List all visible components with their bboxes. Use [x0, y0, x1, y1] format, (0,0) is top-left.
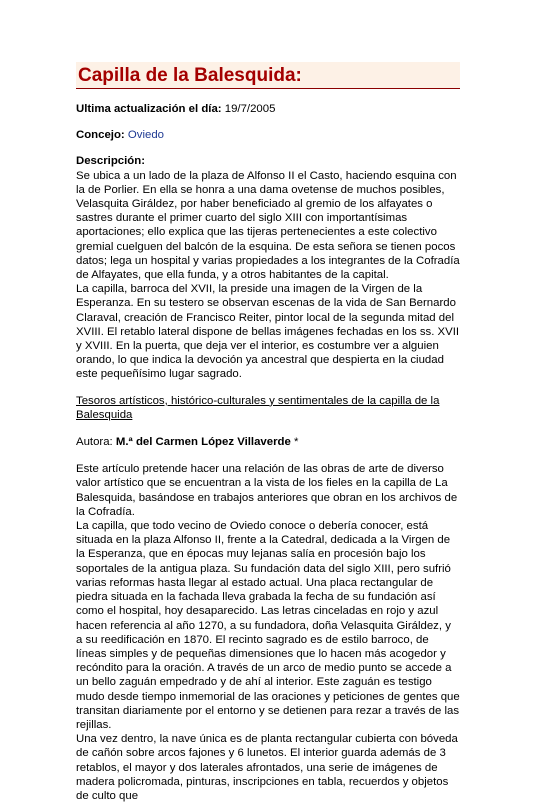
description-label: Descripción: — [76, 155, 145, 168]
article-paragraph: Una vez dentro, la nave única es de planta rectangular cubierta con bóveda de cañón sobre arcos fajones y 6 lunetos. El interior guarda además de 3 retablos, el mayor y dos laterales afrontados, una serie de imágenes de madera policromada, pinturas, inscripciones en tabla, recuerdos y objetos de culto que — [76, 733, 458, 802]
author-name: M.ª del Carmen López Villaverde — [115, 436, 291, 449]
concejo-link[interactable]: Oviedo — [127, 129, 164, 142]
article-paragraph: La capilla, que todo vecino de Oviedo conoce o debería conocer, está situada en la plaza Alfonso II, frente a la Catedral, dedicada a la Virgen de la Esperanza, que en épocas muy lejanas salía en procesión bajo los soportales de la antigua plaza. Su fundación data del siglo XIII, pero sufrió varias reformas hasta llegar al estado actual. Una placa rectangular de piedra situada en la fachada lleva grabada la fecha de su fundación así como el hospital, hoy desaparecido. Las letras cinceladas en rojo y azul hacen referencia al año 1270, a su fundadora, doña Velasquita Giráldez, y a su reedificación en 1870. El recinto sagrado es de estilo barroco, de líneas simples y de pequeñas dimensiones que lo hacen más acogedor y recóndito para la oración. A través de un arco de medio punto se accede a un bello zaguán empedrado y de ahí al interior. Este zaguán es testigo mudo desde tiempo inmemorial de las oraciones y peticiones de gentes que transitan diariamente por el entorno y se detienen para rezar a través de las rejillas. — [76, 520, 460, 731]
description-section — [76, 154, 460, 381]
page-title: Capilla de la Balesquida: — [76, 62, 460, 89]
article-page — [76, 62, 460, 803]
article-heading[interactable] — [76, 394, 460, 422]
author-suffix: * — [290, 436, 299, 449]
author-row — [76, 435, 460, 449]
article-body — [76, 462, 460, 803]
concejo-row — [76, 128, 460, 142]
article-paragraph: Este artículo pretende hacer una relación de las obras de arte de diverso valor artístico que se encuentran a la vista de los fieles en la capilla de La Balesquida, basándose en trabajos anteriores que obran en los archivos de la Cofradía. — [76, 463, 458, 518]
update-row — [76, 102, 460, 116]
article-heading-link[interactable]: Tesoros artísticos, histórico-culturales y sentimentales de la capilla de la Balesquida — [76, 394, 440, 421]
description-paragraph: Se ubica a un lado de la plaza de Alfonso II el Casto, haciendo esquina con la de Porlier. En ella se honra a una dama ovetense de muchos posibles, Velasquita Giráldez, por haber beneficiado al gremio de los alfayates o sastres durante el primer cuarto del siglo XIII con importantísimas aportaciones; ello explica que las tijeras pertenecientes a este colectivo gremial cuelguen del balcón de la esquina. De esta señora se tienen pocos datos; lega un hospital y varias propiedades a los integrantes de la Cofradía de Alfayates, que ella funda, y a otros habitantes de la capital. — [76, 169, 460, 282]
description-paragraph: La capilla, barroca del XVII, la preside una imagen de la Virgen de la Esperanza. En su testero se observan escenas de la vida de San Bernardo Claraval, creación de Francisco Reiter, pintor local de la segunda mitad del XVIII. El retablo lateral dispone de bellas imágenes fechadas en los ss. XVII y XVIII. En la puerta, que deja ver el interior, es costumbre ver a alguien orando, lo que indica la devoción ya ancestral que despierta en la ciudad este pequeñísimo lugar sagrado. — [76, 283, 460, 381]
author-label: Autora: — [76, 436, 113, 449]
update-value: 19/7/2005 — [224, 103, 276, 115]
concejo-label: Concejo: — [76, 129, 125, 142]
update-label: Ultima actualización el día: — [76, 103, 222, 115]
